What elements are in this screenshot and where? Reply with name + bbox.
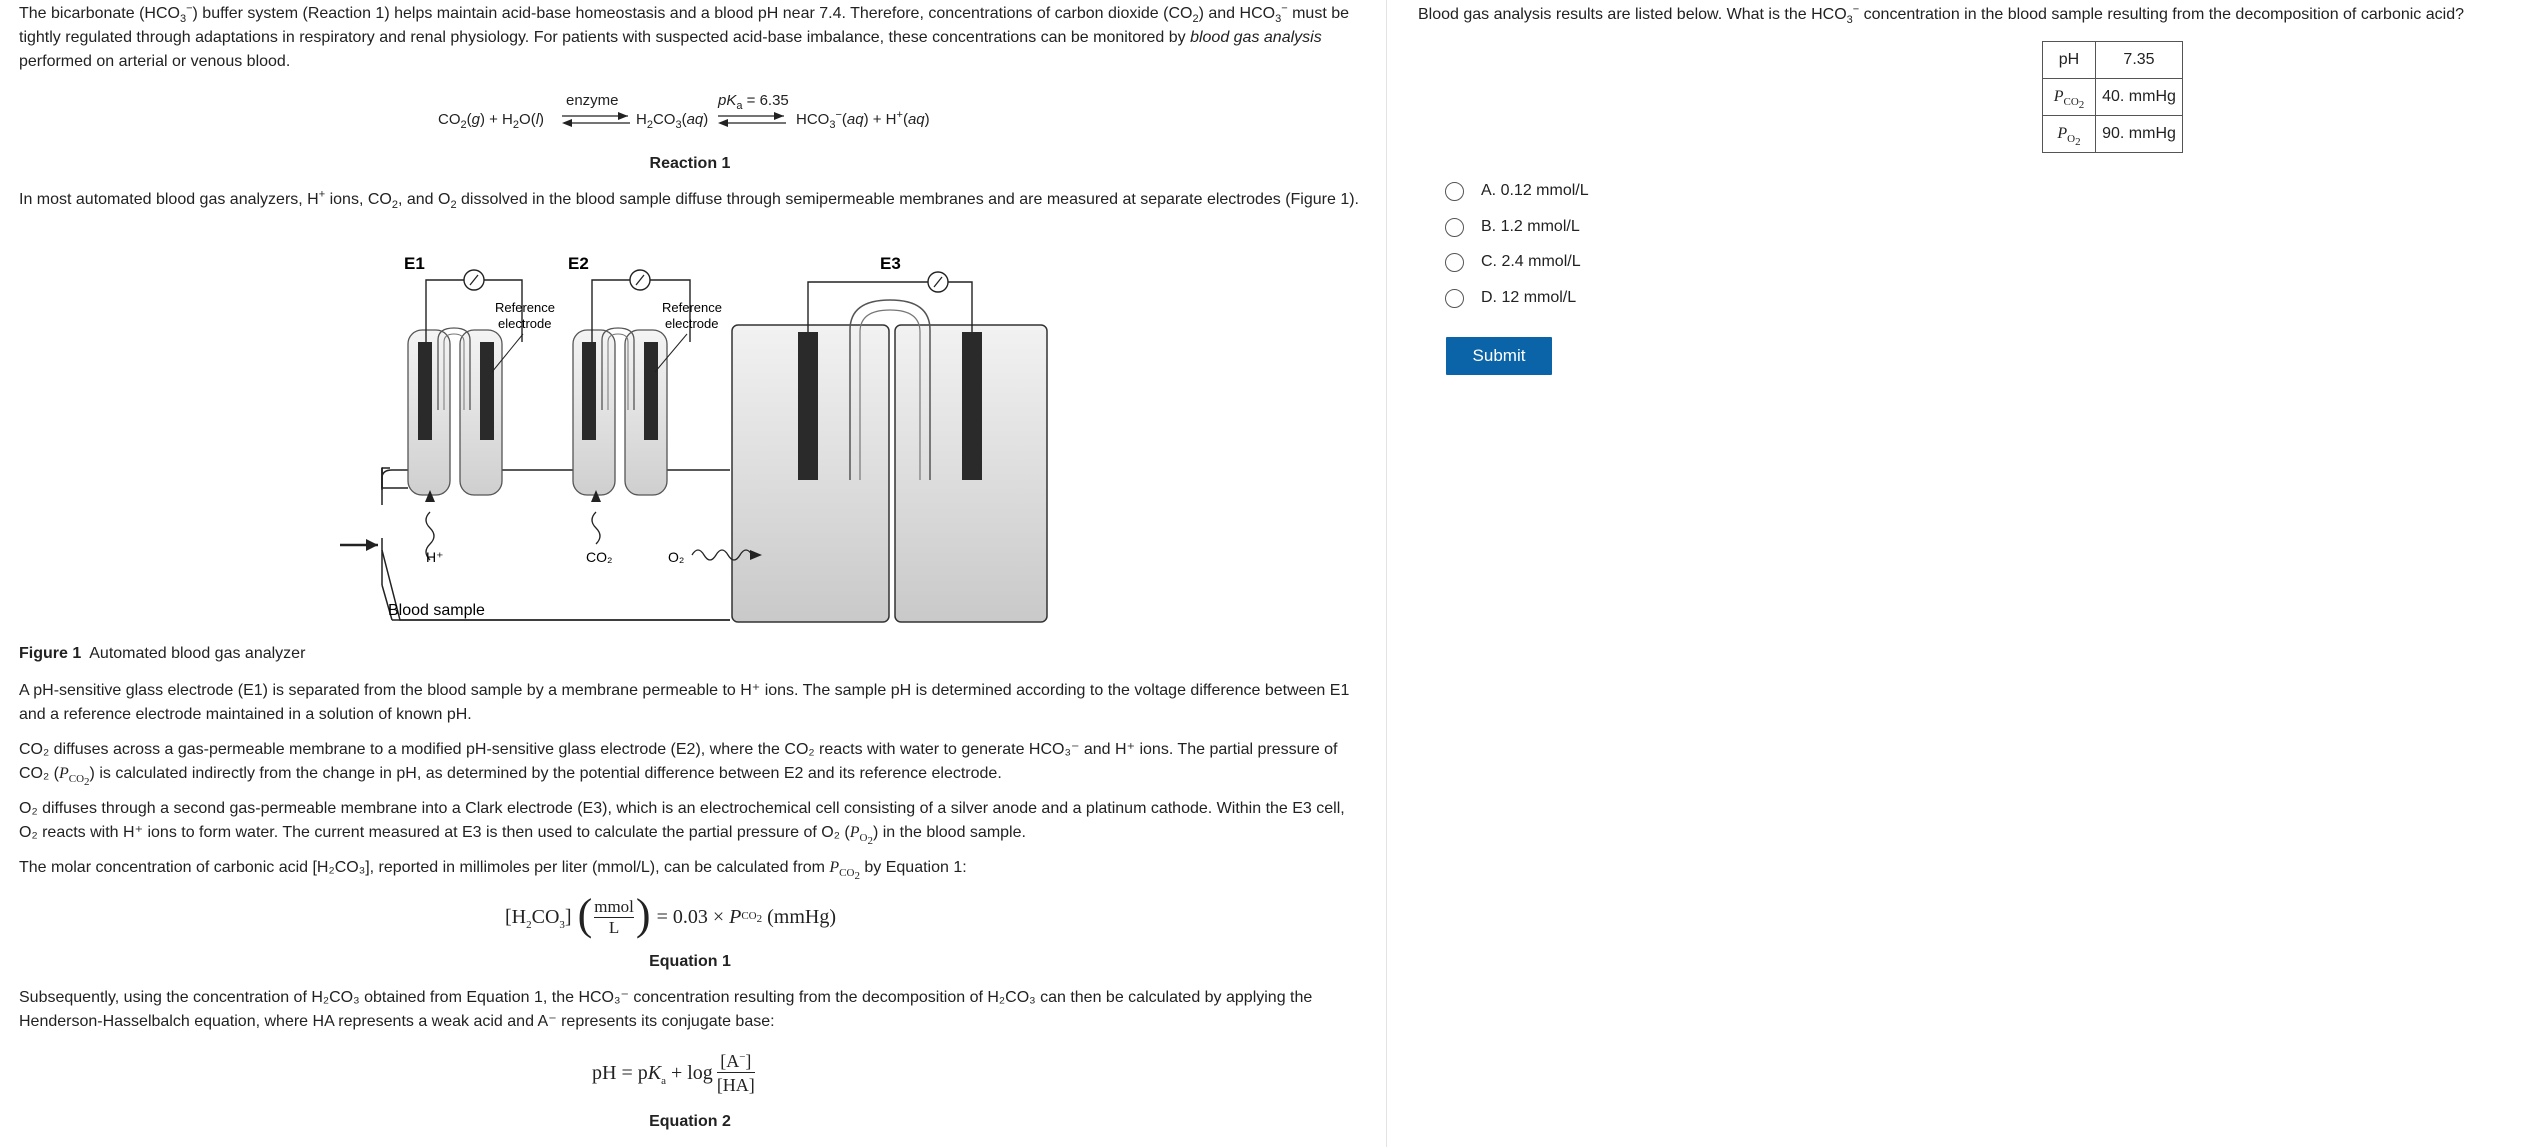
radio-button[interactable] [1445, 289, 1464, 308]
e2-label: E2 [568, 254, 589, 273]
question-text: Blood gas analysis results are listed below. What is the $HCO_3^-$ concentration in the blood sample resulting from the decomposition of carbonic acid? [1418, 3, 2464, 27]
e3-label: E3 [880, 254, 901, 273]
answer-option-d[interactable]: D. 12 mmol/L [1445, 283, 1576, 313]
radio-button[interactable] [1445, 218, 1464, 237]
co2-label: CO₂ [586, 549, 613, 565]
svg-text:Reference: Reference [662, 300, 722, 315]
analyzer-paragraph: In most automated blood gas analyzers, H+ ions, $CO_2$, and $O_2$ dissolved in the blood sample diffuse through semipermeable membranes and are measured at separate electrodes (Figure 1). [19, 188, 1359, 212]
svg-text:Reference: Reference [495, 300, 555, 315]
answer-option-a[interactable]: A. 0.12 mmol/L [1445, 176, 1589, 206]
table-row: $P_{O_2}$ 90. mmHg [2043, 116, 2183, 153]
blood-gas-results-table [2042, 41, 2183, 153]
equilibrium-arrow-2 [716, 110, 788, 130]
figure-1-analyzer-diagram [330, 250, 1060, 630]
equilibrium-arrow-1 [560, 110, 632, 130]
e3-paragraph: O₂ diffuses through a second gas-permeable membrane into a Clark electrode (E3), which is an electrochemical cell consisting of a silver anode and a platinum cathode. Within the E3 cell, O₂ reacts with H⁺ ions to form water. The current measured at E3 is then used to calculate the partial pressure of O₂ $(P_{O_2})$ in the blood sample. [19, 800, 1345, 848]
carbonic-acid-paragraph: The molar concentration of carbonic acid [H₂CO₃], reported in millimoles per liter (mmol/L), can be calculated from $P_{CO_2}$ by Equation 1: [19, 859, 967, 883]
reaction-label: Reaction 1 [649, 155, 731, 172]
e2-paragraph: CO₂ diffuses across a gas-permeable membrane to a modified pH-sensitive glass electrode (E2), where the CO₂ reacts with water to generate HCO₃⁻ and H⁺ ions. The partial pressure of CO₂ $(P_{CO_2})$ is calculated indirectly from the change in pH, as determined by the potential difference between E2 and its reference electrode. [19, 741, 1338, 789]
radio-button[interactable] [1445, 253, 1464, 272]
equation-2-label: Equation 2 [649, 1113, 731, 1130]
o2-label: O₂ [668, 549, 685, 565]
question-panel [1387, 0, 2523, 1147]
svg-text:electrode: electrode [665, 316, 719, 331]
answer-option-c[interactable]: C. 2.4 mmol/L [1445, 247, 1581, 277]
table-row: $P_{CO_2}$ 40. mmHg [2043, 79, 2183, 116]
reaction-1: $CO_2(g) + H_2O(l)$ enzyme $H_2CO_3(aq)$ $pK_a = 6.35$ $HCO_3^-(aq) + H^+(aq)$ [438, 92, 930, 131]
intro-paragraph: The bicarbonate $(HCO_3^-)$ buffer system (Reaction 1) helps maintain acid-base homeostasis and a blood pH near 7.4. Therefore, concentrations of carbon dioxide $(CO_2)$ and $HCO_3^-$ must be tightly regulated through adaptations in respiratory and renal physiology. For patients with suspected acid-base imbalance, these concentrations can be monitored by blood gas analysis performed on arterial or venous blood. [19, 2, 1350, 70]
radio-button[interactable] [1445, 182, 1464, 201]
answer-option-b[interactable]: B. 1.2 mmol/L [1445, 212, 1580, 242]
e1-paragraph: A pH-sensitive glass electrode (E1) is separated from the blood sample by a membrane permeable to H⁺ ions. The sample pH is determined according to the voltage difference between E1 and a reference electrode maintained in a solution of known pH. [19, 682, 1350, 723]
blood-sample-label: Blood sample [388, 602, 485, 619]
svg-text:electrode: electrode [498, 316, 552, 331]
equation-1: $[H_2CO_3]$ ( mmol L ) = 0.03 × P $CO_2$ (mmHg) [505, 890, 837, 939]
figure-caption: Figure 1 Automated blood gas analyzer [19, 645, 306, 662]
h-ion-label: H⁺ [426, 549, 444, 565]
submit-button[interactable]: Submit [1446, 337, 1552, 375]
equation-2: pH = $pK_a + \log$ [A−] [HA] [592, 1050, 755, 1095]
e1-label: E1 [404, 254, 425, 273]
table-row: pH 7.35 [2043, 42, 2183, 79]
equation-1-label: Equation 1 [649, 953, 731, 970]
henderson-hasselbalch-paragraph: Subsequently, using the concentration of H₂CO₃ obtained from Equation 1, the HCO₃⁻ concentration resulting from the decomposition of H₂CO₃ can then be calculated by applying the Henderson-Hasselbalch equation, where HA represents a weak acid and A⁻ represents its conjugate base: [19, 989, 1313, 1030]
